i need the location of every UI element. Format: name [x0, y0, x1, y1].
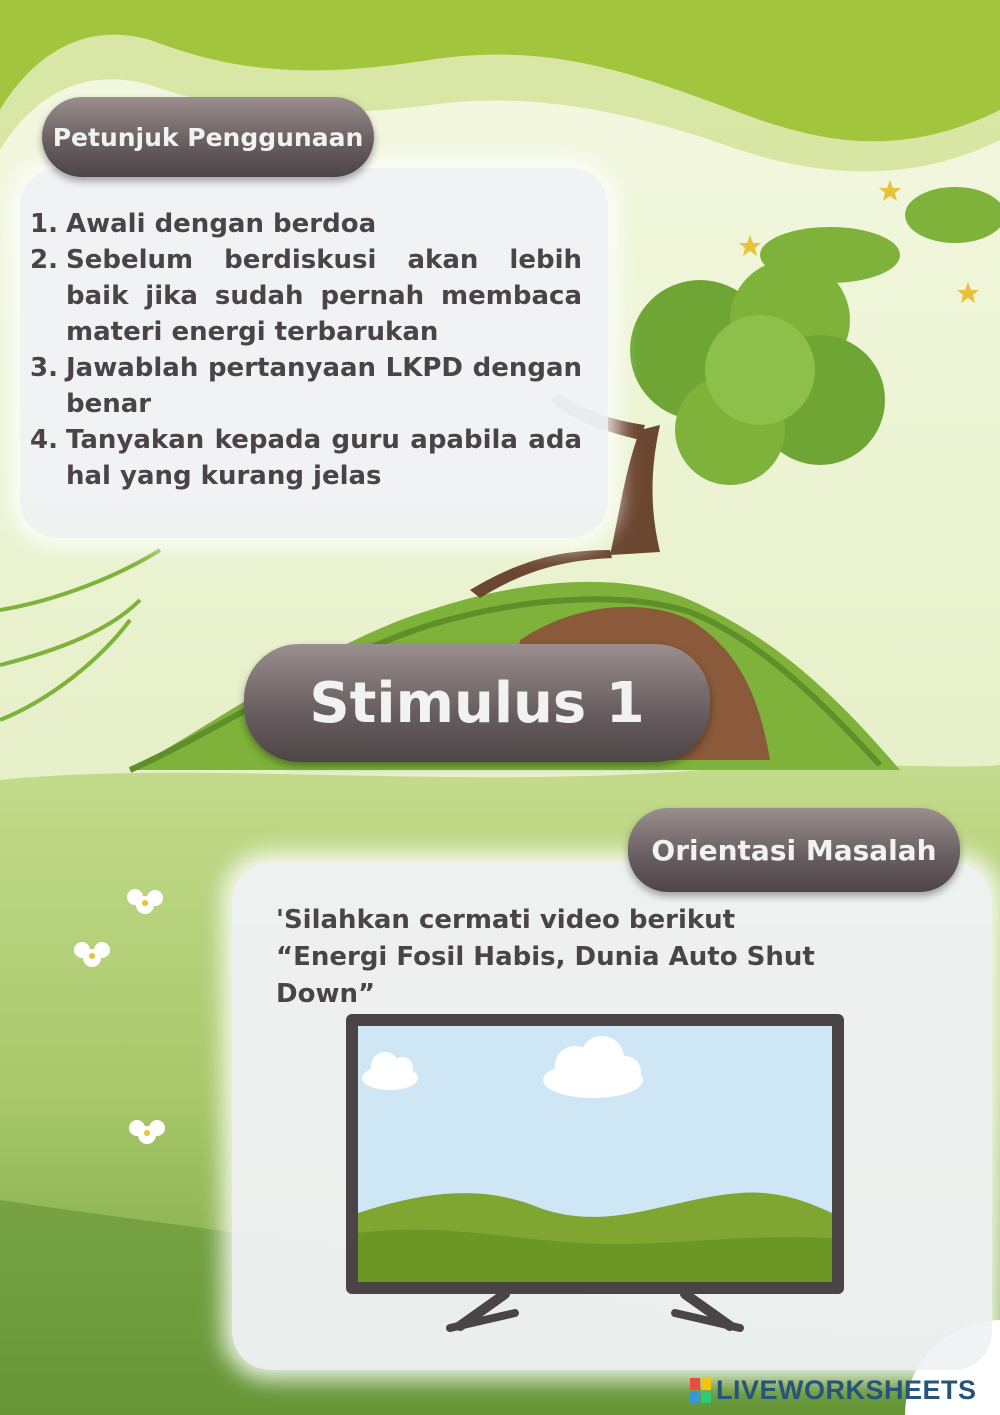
list-item-text: Jawablah pertanyaan LKPD dengan benar	[66, 353, 582, 419]
list-item	[30, 350, 582, 422]
list-item-text: Sebelum berdiskusi akan lebih baik jika sudah pernah membaca materi energi terbarukan	[66, 245, 582, 347]
list-item-text: Awali dengan berdoa	[66, 209, 377, 239]
brand-text: LIVEWORKSHEETS	[716, 1375, 977, 1405]
orientation-title: Orientasi Masalah	[628, 808, 960, 892]
list-item	[30, 422, 582, 494]
list-item	[30, 206, 582, 242]
video-player[interactable]	[340, 1008, 850, 1343]
instructions-list	[30, 206, 582, 494]
video-title: “Energi Fosil Habis, Dunia Auto Shut Down”	[276, 942, 815, 1009]
liveworksheets-icon	[690, 1378, 712, 1404]
list-item-number: 3.	[30, 353, 58, 383]
instructions-title: Petunjuk Penggunaan	[42, 97, 374, 177]
list-item	[30, 242, 582, 350]
stimulus-prompt: 'Silahkan cermati video berikut	[276, 905, 736, 935]
list-item-text: Tanyakan kepada guru apabila ada hal yang kurang jelas	[66, 425, 582, 491]
list-item-number: 2.	[30, 245, 58, 275]
stimulus-text	[276, 902, 876, 1013]
stimulus-title: Stimulus 1	[244, 644, 710, 762]
liveworksheets-logo	[690, 1375, 977, 1406]
list-item-number: 4.	[30, 425, 58, 455]
list-item-number: 1.	[30, 209, 58, 239]
